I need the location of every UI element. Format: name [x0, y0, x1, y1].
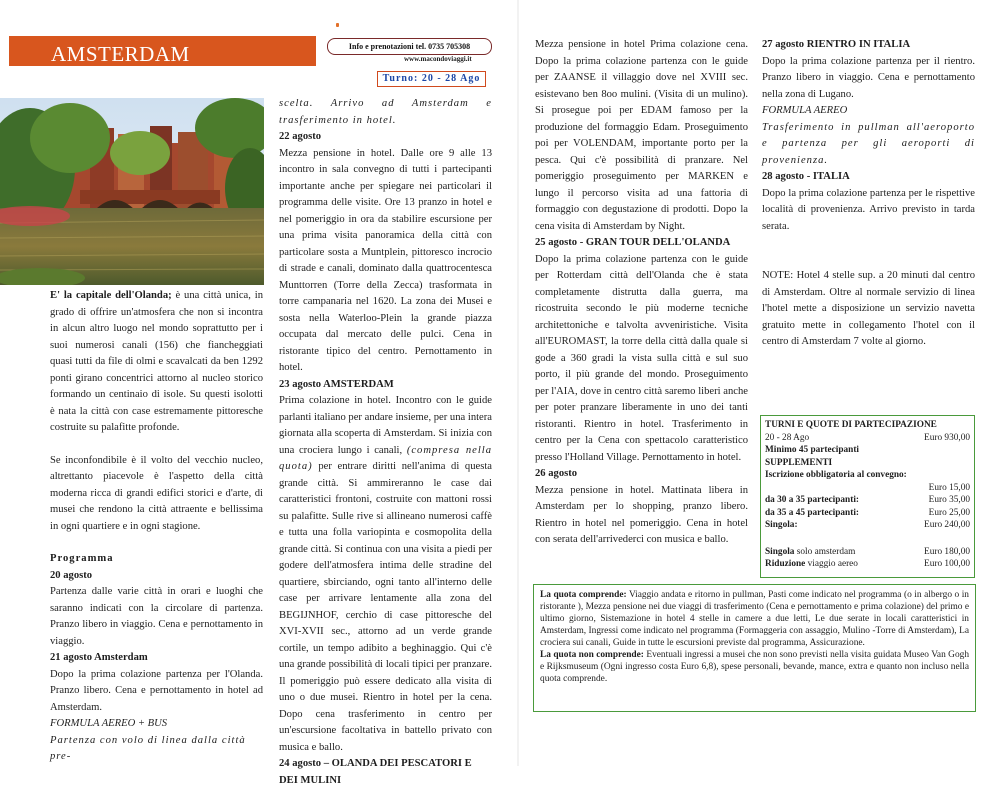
day-23-text-b: per entrare diritti nell'anima di questa grande città. Si ammireranno le case dai caratteristici frontoni, costruite con mattoni rossi su palafitte. Sulle rive si allineano numerosi caffè e tutta una folla variopinta e cosmopolita della grande città. Si continua con una visita a piedi per godere dell'atmosfera intima delle stradine del quartiere, sbirciando, ogni tanto all'interno delle case per arrivare lentamente alla zona del BEGIJNHOF, cerchio di case pittoresche del XVI-XVII sec., attorno ad un verde grande cortile, un tempo adibito a beghinaggio. Qui c'è una grande possibilità di locali tipici per pranzare. Il pomeriggio può essere dedicato alla visita di uno o due musei. Rientro in hotel per la cena. Dopo cena trasferimento in centro per un'escursione facoltativa in battello privato con musica e ballo.	[279, 461, 492, 753]
page-title: AMSTERDAM	[9, 36, 316, 66]
supplements-heading: SUPPLEMENTI	[765, 457, 833, 468]
day-23-included-note: (compresa nella quota)	[279, 444, 492, 472]
formula-continued: scelta. Arrivo ad Amsterdam e trasferimento in hotel.	[279, 98, 492, 126]
hotel-note: NOTE: Hotel 4 stelle sup. a 20 minuti dal centro di Amsterdam. Oltre al normale servizio di linea l'hotel mette a disposizione un servizio navetta gratuito mette in collegamento l'hotel con il centro di Amsterdam 7 volte al giorno.	[762, 270, 975, 347]
iscrizione-label: Iscrizione obbligatoria al convegno:	[765, 470, 907, 480]
singola-label: Singola:	[765, 520, 798, 530]
column-3	[535, 37, 748, 549]
day-23-text	[279, 393, 492, 756]
singola-amsterdam-label: Singola	[765, 546, 795, 557]
day-27-text: Dopo la prima colazione partenza per il rientro. Pranzo libero in viaggio. Cena e pernottamento nella zona di Lugano.	[762, 55, 975, 100]
formula-aereo-text: Trasferimento in pullman all'aeroporto e partenza per gli aeroporti di provenienza.	[762, 121, 975, 166]
formula-aereo-heading: FORMULA AEREO	[762, 105, 848, 116]
column-1	[50, 288, 263, 766]
formula-aereo-bus-text: Partenza con volo di linea dalla città pre-	[50, 734, 246, 762]
day-27-heading: 27 agosto RIENTRO IN ITALIA	[762, 39, 911, 50]
quote-row-riduzione	[765, 558, 970, 571]
quota-comprende	[540, 589, 969, 649]
decorative-dot	[336, 23, 339, 27]
quote-row-35-45	[765, 507, 970, 520]
range-35-45-label: da 35 a 45 partecipanti:	[765, 507, 859, 518]
day-28-text: Dopo la prima colazione partenza per le rispettive località di provenienza. Arrivo previsto in tarda serata.	[762, 187, 975, 232]
riduzione-label: Riduzione	[765, 559, 806, 569]
day-22-heading: 22 agosto	[279, 131, 322, 142]
quote-row-singola	[765, 519, 970, 532]
day-23-heading: 23 agosto AMSTERDAM	[279, 378, 394, 390]
day-21-heading: 21 agosto Amsterdam	[50, 652, 148, 663]
day-20-heading: 20 agosto	[50, 569, 93, 581]
quote-box	[760, 415, 975, 578]
website-url: www.macondoviaggi.it	[404, 55, 472, 63]
day-26-heading: 26 agosto	[535, 468, 578, 479]
column-2	[279, 96, 492, 789]
singola-price: Euro 240,00	[924, 520, 970, 530]
formula-aereo-bus-heading: FORMULA AEREO + BUS	[50, 718, 168, 729]
includes-box	[533, 584, 976, 712]
amsterdam-canal-photo	[0, 98, 264, 285]
quota-non-comprende-label: La quota non comprende:	[540, 650, 644, 660]
min-participants: Minimo 45 partecipanti	[765, 445, 859, 455]
quota-non-comprende	[540, 649, 969, 685]
day-20-text: Partenza dalle varie città in orari e luoghi che saranno indicati con la circolare di partenza. Pranzo libero in viaggio. Cena e pernottamento in viaggio.	[50, 586, 263, 647]
day-26-text: Mezza pensione in hotel. Mattinata libera in Amsterdam per lo shopping, pranzo libero. Rientro in hotel nel pomeriggio. Cena in hotel con serata dell'arrivederci con musica e ballo.	[535, 484, 748, 545]
quote-title: TURNI E QUOTE DI PARTECIPAZIONE	[765, 420, 937, 430]
info-phone-badge: Info e prenotazioni tel. 0735 705308	[327, 38, 492, 55]
quote-row-singola-amsterdam	[765, 546, 970, 559]
intro-paragraph	[50, 288, 263, 437]
iscrizione-price: Euro 15,00	[928, 482, 970, 493]
day-25-text: Dopo la prima colazione partenza con le guide per Rotterdam città dell'Olanda che è stata completamente distrutta dalla guerra, ma ricostruita secondo le più moderne tecniche architettoniche e talvolta avveniristiche. Visita all'EUROMAST, la torre della città dalla quale si gode a 360 gradi la vista sulla città e sul suo porto, il più grande del mondo. Proseguimento per l'AIA, dove in centro città saremo liberi anche per poter pranzare liberamente in uno dei tanti ristoranti. Rientro in hotel. Trasferimento in centro per la Cena con spettacolo caratteristico presso l'Holland Village. Pernottamento in hotel.	[535, 253, 748, 463]
quota-comprende-text: Viaggio andata e ritorno in pullman, Pasti come indicato nel programma (o in albergo o in ristorante ), Mezza pensione nei due viaggi di trasferimento (Cena e pernottamento e prima colazione) del primo e ultimo giorno, Sistemazione in hotel 4 stelle in camere a due letti, Le due serate in locali caratteristici in Amsterdam, Ingressi come indicato nel programma (Formaggeria con assaggio, Mulino -Torre di Amsterdam), La crociera sui canali, Guide in tutte le escursioni previste dal programma, Assicurazione.	[540, 590, 969, 648]
quote-row-turn	[765, 432, 970, 445]
range-30-35-label: da 30 a 35 partecipanti:	[765, 495, 859, 505]
intro-text: è una città unica, in grado di offrire un'atmosfera che non si incontra in alcun altro luogo nel mondo soprattutto per i suoi numerosi canali (156) che fiancheggiati quasi tutti da file di olmi e scavalcati da ben 1292 ponti girano concentrici attorno al nucleo storico formando un centinaio di isole. Su questi isolotti è nata la città con case estremamente pittoresche costruite su palafitte profonde.	[50, 290, 263, 433]
quote-row-30-35	[765, 494, 970, 507]
day-21-text: Dopo la prima colazione partenza per l'Olanda. Pranzo libero. Cena e pernottamento in hotel ad Amsterdam.	[50, 668, 263, 713]
day-25-heading: 25 agosto - GRAN TOUR DELL'OLANDA	[535, 237, 731, 248]
day-24-heading: 24 agosto – OLANDA DEI PESCATORI E DEI MULINI	[279, 758, 472, 786]
programma-heading: Programma	[50, 553, 114, 564]
day-24-text: Mezza pensione in hotel Prima colazione cena. Dopo la prima colazione partenza con le guide per ZAANSE il villaggio dove nel XVIII sec. esistevano ben 8oo mulini. (Visita di un mulino). Si prosegue poi per EDAM famoso per la produzione del formaggio Edam. Proseguimento poi per VOLENDAM, importante porto per la pesca. Qui c'è possibilità di pranzare. Nel pomeriggio proseguimento per MARKEN e lungo il percorso visita ad una fattoria di formaggio con degustazione di prodotti. Dopo la cena visita di Amsterdam by Night.	[535, 39, 748, 232]
intro-lead: E' la capitale dell'Olanda;	[50, 290, 172, 301]
singola-amsterdam-text: solo amsterdam	[794, 546, 856, 557]
city-paragraph: Se inconfondibile è il volto del vecchio nucleo, altrettanto piacevole è l'aspetto della città moderna ricca di grandi edifici storici e d'arte, di musei che rendono la città attraente e bellissima in ogni quartiere e in ogni stagione.	[50, 454, 263, 532]
range-35-45-price: Euro 25,00	[928, 507, 970, 518]
turn-dates: 20 - 28 Ago	[765, 432, 810, 443]
quota-non-comprende-text: Eventuali ingressi a musei che non sono previsti nella visita guidata Museo Van Gogh e Rijksmuseum (Ogni ingresso costa Euro 6,8), spese personali, bevande, mance, extra e quanto non incluso nella quota comprende.	[540, 650, 970, 684]
turn-price: Euro 930,00	[924, 432, 970, 443]
riduzione-price: Euro 100,00	[924, 559, 970, 569]
range-30-35-price: Euro 35,00	[928, 495, 970, 505]
riduzione-text: viaggio aereo	[805, 559, 858, 569]
day-23-text-a: Prima colazione in hotel. Incontro con le guide parlanti italiano per andare insieme, per una intera giornata alla scoperta di Amsterdam. Si inizia con una crociera lungo i canali,	[279, 395, 492, 456]
day-22-text: Mezza pensione in hotel. Dalle ore 9 alle 13 incontro in sala convegno di tutti i partecipanti importante anche per spiegare nei particolari il programma delle visite. Ore 13 pranzo in hotel e nel pomeriggio in ora da stabilire escursione per una prima visita panoramica della città con particolare sosta a Muntplein, pittoresco incrocio di strade e canali, dominato dalla quattrocentesca Munttorren (Torre della Zecca) trasformata in torre campanaria nel 1620. La zona dei Musei e sosta nella Waterloo-Plein la grande piazza occupata dal mercato delle pulci. Cena in ristorante tipico del centro. Pernottamento in hotel.	[279, 147, 492, 373]
page-fold	[517, 0, 519, 766]
column-4	[762, 37, 975, 351]
singola-amsterdam-price: Euro 180,00	[924, 546, 970, 557]
day-28-heading: 28 agosto - ITALIA	[762, 171, 850, 182]
turno-badge: Turno: 20 - 28 Ago	[377, 71, 486, 87]
quota-comprende-label: La quota comprende:	[540, 590, 627, 600]
